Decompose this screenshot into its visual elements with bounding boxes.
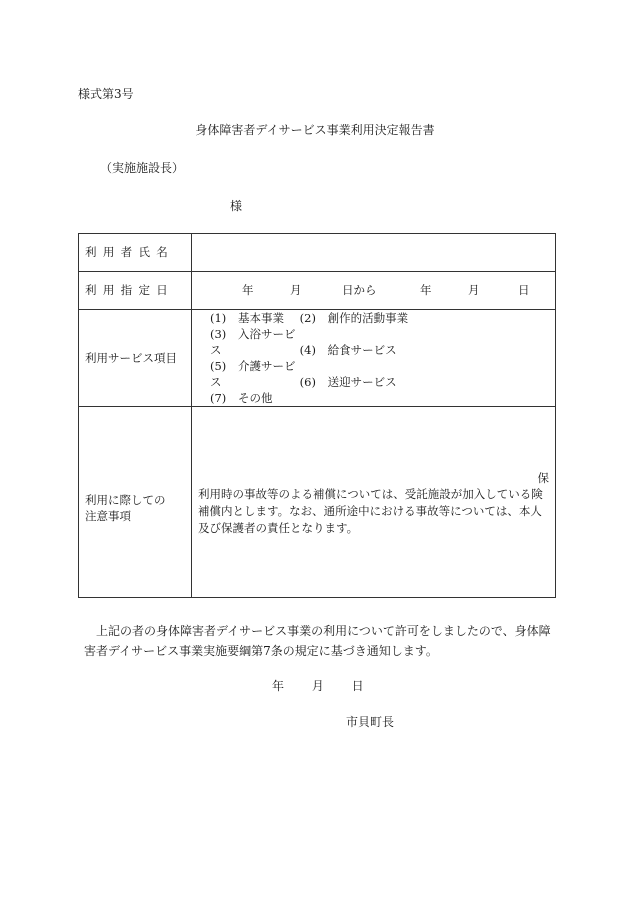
signatory: 市貝町長 xyxy=(346,715,395,729)
period-year-2: 年 xyxy=(420,283,432,298)
service-name: 創作的活動事業 xyxy=(327,311,409,325)
service-label: 利用サービス項目 xyxy=(79,310,192,407)
service-item xyxy=(210,326,296,358)
table-row xyxy=(79,234,556,272)
service-item xyxy=(300,310,409,326)
service-number: (3) xyxy=(210,327,227,341)
service-number: (7) xyxy=(210,391,227,405)
period-month-1: 月 xyxy=(290,283,302,298)
service-line xyxy=(198,310,549,326)
form-number: 様式第3号 xyxy=(78,87,134,101)
notes-ho: 保 xyxy=(537,470,549,485)
table-row xyxy=(79,310,556,407)
period-field[interactable] xyxy=(192,272,556,310)
date-day: 日 xyxy=(351,679,364,693)
period-month-2: 月 xyxy=(468,283,480,298)
service-name: 給食サービス xyxy=(327,343,397,357)
service-line xyxy=(198,326,549,358)
notes-label xyxy=(79,407,192,598)
service-item xyxy=(300,342,397,358)
date-line xyxy=(272,678,364,695)
period-label: 利用指定日 xyxy=(79,272,192,310)
service-name: 基本事業 xyxy=(238,311,284,325)
service-name: その他 xyxy=(238,391,273,405)
period-line xyxy=(198,282,549,298)
notes-label-line-2: 注意事項 xyxy=(85,509,131,523)
service-number: (5) xyxy=(210,359,227,373)
service-number: (2) xyxy=(299,311,316,325)
service-number: (1) xyxy=(210,311,227,325)
date-year: 年 xyxy=(272,679,285,693)
service-items-field xyxy=(192,310,556,407)
document-title: 身体障害者デイサービス事業利用決定報告書 xyxy=(195,123,435,137)
service-name: 入浴サービス xyxy=(210,327,296,357)
table-row xyxy=(79,272,556,310)
service-number: (4) xyxy=(299,343,316,357)
service-item xyxy=(300,374,397,390)
honorific: 様 xyxy=(230,199,243,213)
notes-label-line-1: 利用に際しての xyxy=(85,493,166,507)
period-year-1: 年 xyxy=(242,283,254,298)
service-item xyxy=(210,390,273,406)
decision-table xyxy=(78,233,556,598)
service-line xyxy=(198,390,549,406)
service-name: 送迎サービス xyxy=(327,375,397,389)
period-day-2: 日 xyxy=(518,283,530,298)
user-name-label: 利用者氏名 xyxy=(79,234,192,272)
addressee: （実施施設長） xyxy=(100,161,185,175)
service-number: (6) xyxy=(299,375,316,389)
notes-field xyxy=(192,407,556,598)
user-name-field[interactable] xyxy=(192,234,556,272)
body-text: 上記の者の身体障害者デイサービス事業の利用について許可をしましたので、身体障害者デイサービス事業実施要綱第7条の規定に基づき通知します。 xyxy=(84,624,551,658)
service-name: 介護サービス xyxy=(210,359,296,389)
notes-text: 利用時の事故等のよる補償については、受託施設が加入している険補償内とします。なお、通所途中における事故等については、本人及び保護者の責任となります。 xyxy=(198,486,543,535)
table-row xyxy=(79,407,556,598)
service-item xyxy=(210,358,296,390)
date-month: 月 xyxy=(311,679,324,693)
period-day-from: 日から xyxy=(342,283,377,298)
service-item xyxy=(210,310,296,326)
service-line xyxy=(198,358,549,390)
